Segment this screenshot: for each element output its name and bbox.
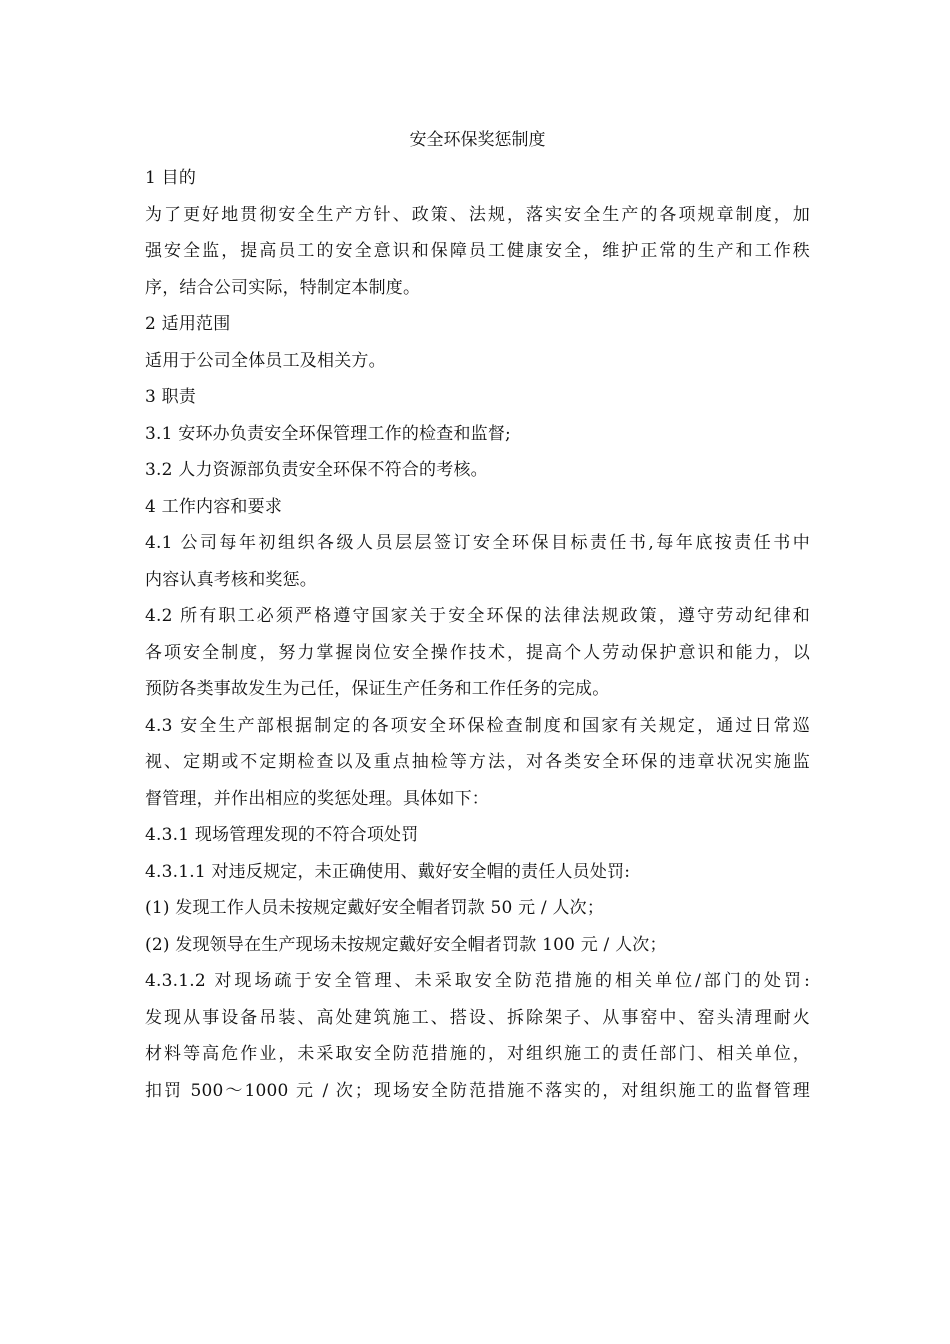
paragraph-line: 扣罚 500～1000 元 / 次；现场安全防范措施不落实的，对组织施工的监督管理 (145, 1080, 810, 1101)
paragraph-line: 3.2 人力资源部负责安全环保不符合的考核。 (145, 460, 488, 480)
paragraph-line: 4.3.1.1 对违反规定，未正确使用、戴好安全帽的责任人员处罚: (145, 861, 631, 882)
paragraph-line: 预防各类事故发生为己任，保证生产任务和工作任务的完成。 (145, 679, 610, 699)
list-item: (2) 发现领导在生产现场未按规定戴好安全帽者罚款 100 元 / 人次； (145, 934, 667, 955)
paragraph-line: 4.2 所有职工必须严格遵守国家关于安全环保的法律法规政策，遵守劳动纪律和 (145, 606, 810, 626)
paragraph-line: 督管理，并作出相应的奖惩处理。具体如下： (145, 788, 489, 809)
paragraph-line: 4.3.1.2 对现场疏于安全管理、未采取安全防范措施的相关单位/部门的处罚: (145, 971, 810, 991)
paragraph-line: 发现从事设备吊装、高处建筑施工、搭设、拆除架子、从事窑中、窑头清理耐火 (145, 1007, 810, 1028)
section-heading: 3 职责 (145, 387, 197, 407)
section-heading: 4.3.1 现场管理发现的不符合项处罚 (145, 825, 419, 845)
paragraph-line: 强安全监，提高员工的安全意识和保障员工健康安全，维护正常的生产和工作秩 (145, 241, 810, 261)
paragraph-line: 视、定期或不定期检查以及重点抽检等方法，对各类安全环保的违章状况实施监 (145, 752, 810, 772)
paragraph-line: 各项安全制度，努力掌握岗位安全操作技术，提高个人劳动保护意识和能力，以 (145, 642, 810, 663)
section-heading: 4 工作内容和要求 (145, 496, 283, 517)
document-title: 安全环保奖惩制度 (409, 130, 546, 150)
paragraph-line: 4.1 公司每年初组织各级人员层层签订安全环保目标责任书,每年底按责任书中 (145, 533, 810, 553)
paragraph-line: 适用于公司全体员工及相关方。 (145, 350, 386, 371)
paragraph-line: 材料等高危作业，未采取安全防范措施的，对组织施工的责任部门、相关单位， (145, 1044, 810, 1064)
list-item: (1) 发现工作人员未按规定戴好安全帽者罚款 50 元 / 人次； (145, 898, 605, 918)
paragraph-line: 内容认真考核和奖惩。 (145, 569, 317, 590)
paragraph-line: 4.3 安全生产部根据制定的各项安全环保检查制度和国家有关规定，通过日常巡 (145, 715, 810, 736)
section-heading: 2 适用范围 (145, 314, 231, 334)
paragraph-line: 序，结合公司实际，特制定本制度。 (145, 277, 421, 298)
paragraph-line: 3.1 安环办负责安全环保管理工作的检查和监督; (145, 423, 511, 444)
paragraph-line: 为了更好地贯彻安全生产方针、政策、法规，落实安全生产的各项规章制度，加 (145, 204, 810, 225)
document-page (145, 120, 810, 1109)
section-heading: 1 目的 (145, 168, 197, 188)
